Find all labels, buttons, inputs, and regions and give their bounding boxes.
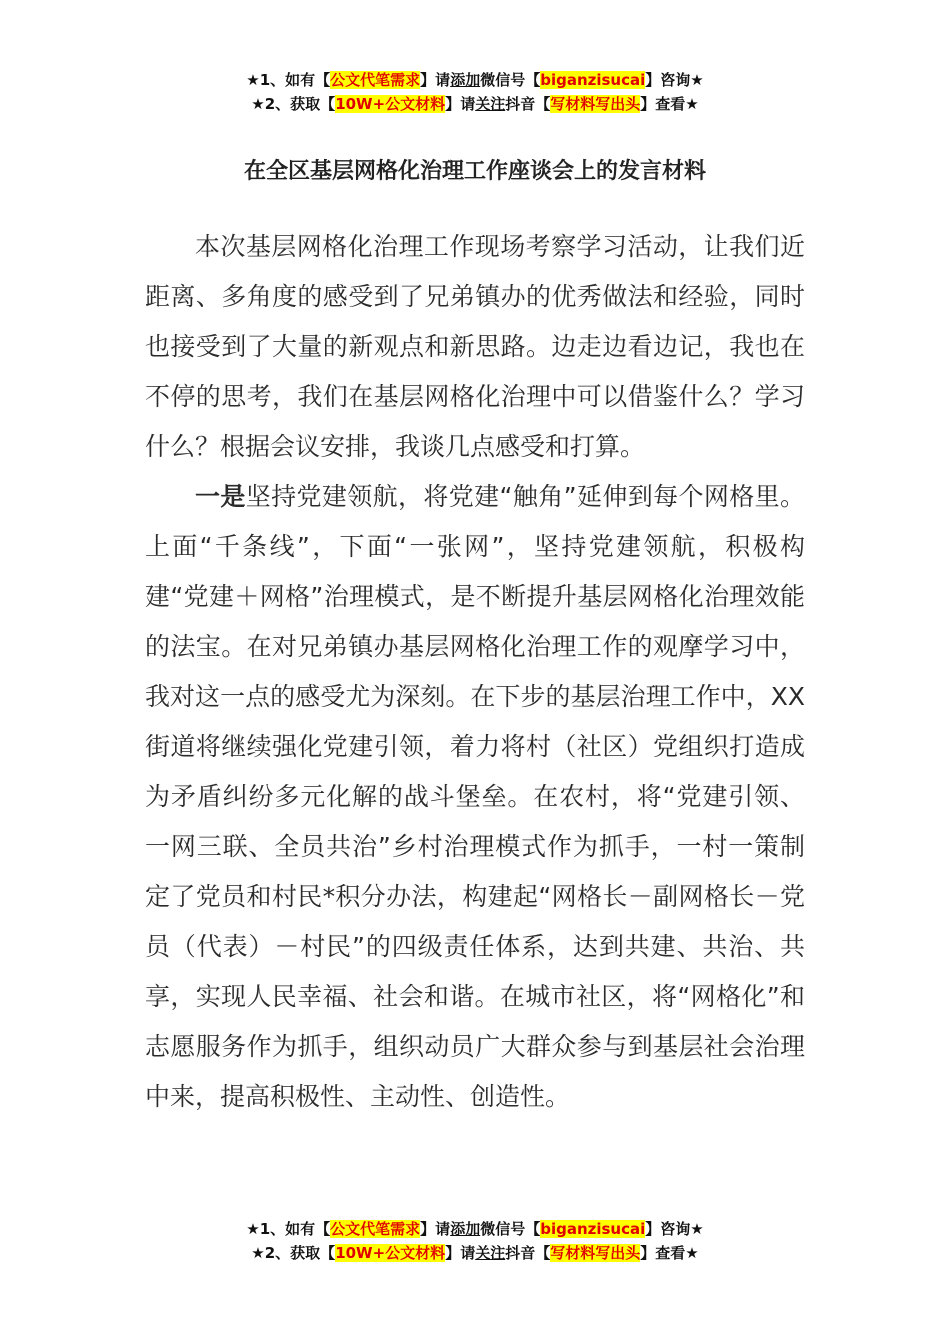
promo-highlight-service: 公文代笔需求 <box>330 71 421 89</box>
promo-highlight-materials: 10W+公文材料 <box>335 1244 446 1262</box>
promo-text: 】咨询★ <box>645 1220 704 1238</box>
promo-text: 微信号【 <box>480 1220 541 1238</box>
promo-text: 】查看★ <box>640 1244 699 1262</box>
document-title: 在全区基层网格化治理工作座谈会上的发言材料 <box>243 159 706 184</box>
promo-text: 】请 <box>420 71 451 89</box>
paragraph-point-one <box>145 472 805 1122</box>
promo-highlight-service: 公文代笔需求 <box>330 1220 421 1238</box>
promo-text: 】咨询★ <box>645 71 704 89</box>
promo-highlight-douyin: 写材料写出头 <box>550 95 641 113</box>
promo-emphasis-add: 添加 <box>450 1220 481 1238</box>
document-body <box>145 222 805 1122</box>
promo-highlight-douyin: 写材料写出头 <box>550 1244 641 1262</box>
promo-text: 抖音【 <box>505 95 551 113</box>
promo-text: 】请 <box>420 1220 451 1238</box>
promo-highlight-materials: 10W+公文材料 <box>335 95 446 113</box>
promo-footer <box>0 1217 950 1265</box>
promo-line-2 <box>0 1241 950 1265</box>
promo-text: 】查看★ <box>640 95 699 113</box>
promo-emphasis-follow: 关注 <box>475 95 506 113</box>
promo-text: ★2、获取【 <box>251 95 336 113</box>
promo-highlight-wechat-id: biganzisucai <box>540 1220 646 1238</box>
promo-text: ★1、如有【 <box>246 71 331 89</box>
promo-highlight-wechat-id: biganzisucai <box>540 71 646 89</box>
promo-line-2 <box>0 92 950 116</box>
promo-text: ★2、获取【 <box>251 1244 336 1262</box>
promo-text: 】请 <box>445 1244 476 1262</box>
paragraph-lead: 一是 <box>195 482 246 511</box>
promo-text: ★1、如有【 <box>246 1220 331 1238</box>
promo-text: 微信号【 <box>480 71 541 89</box>
paragraph-intro: 本次基层网格化治理工作现场考察学习活动，让我们近距离、多角度的感受到了兄弟镇办的优秀做法和经验，同时也接受到了大量的新观点和新思路。边走边看边记，我也在不停的思考，我们在基层网格化治理中可以借鉴什么？学习什么？根据会议安排，我谈几点感受和打算。 <box>145 232 805 461</box>
promo-line-1 <box>0 68 950 92</box>
promo-line-1 <box>0 1217 950 1241</box>
promo-text: 】请 <box>445 95 476 113</box>
promo-header <box>0 68 950 116</box>
paragraph-content: 坚持党建领航，将党建“触角”延伸到每个网格里。上面“千条线”，下面“一张网”，坚持党建领航，积极构建“党建＋网格”治理模式，是不断提升基层网格化治理效能的法宝。在对兄弟镇办基层网格化治理工作的观摩学习中，我对这一点的感受尤为深刻。在下步的基层治理工作中，XX街道将继续强化党建引领，着力将村（社区）党组织打造成为矛盾纠纷多元化解的战斗堡垒。在农村，将“党建引领、一网三联、全员共治”乡村治理模式作为抓手，一村一策制定了党员和村民*积分办法，构建起“网格长－副网格长－党员（代表）－村民”的四级责任体系，达到共建、共治、共享，实现人民幸福、社会和谐。在城市社区，将“网格化”和志愿服务作为抓手，组织动员广大群众参与到基层社会治理中来，提高积极性、主动性、创造性。 <box>145 482 805 1111</box>
promo-emphasis-add: 添加 <box>450 71 481 89</box>
promo-text: 抖音【 <box>505 1244 551 1262</box>
promo-emphasis-follow: 关注 <box>475 1244 506 1262</box>
